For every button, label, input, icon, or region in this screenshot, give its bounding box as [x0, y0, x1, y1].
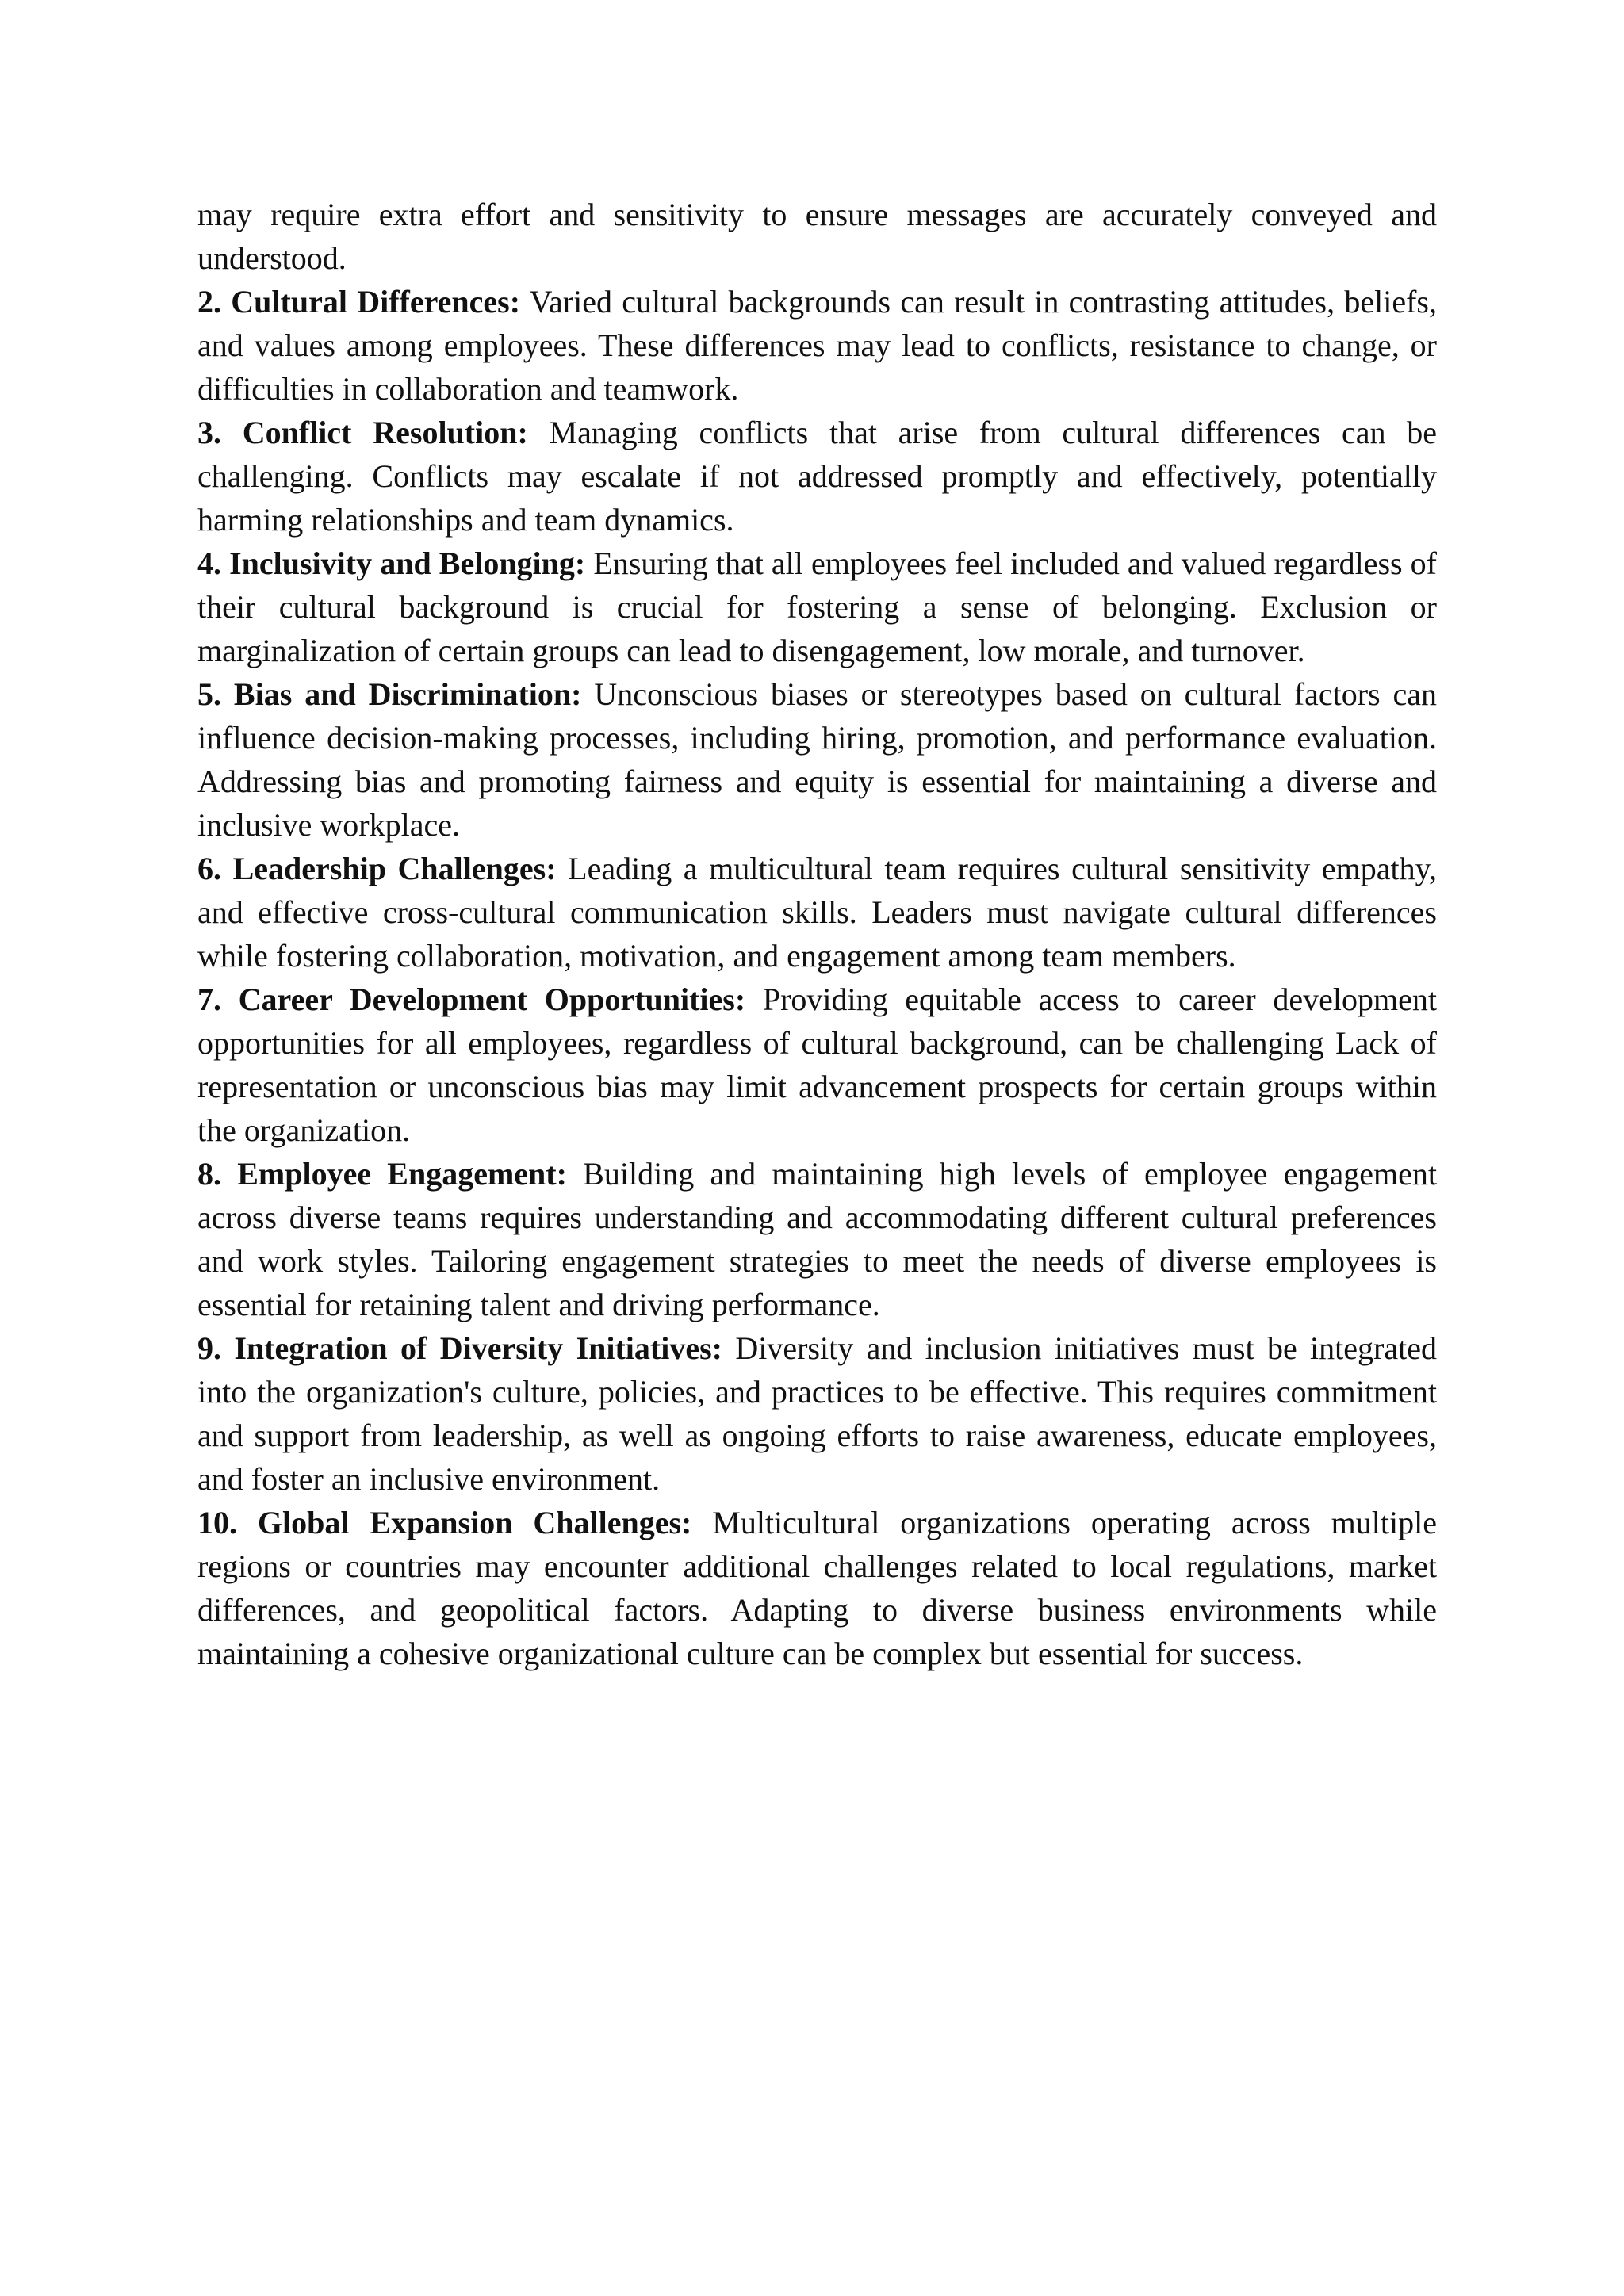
item-text: Providing equitable access to career development opportunities for all employees, regardless of cultural background, can be challenging Lack of representation or unconscious bias may limit advancement prospects for certain groups within the organization.	[197, 982, 1437, 1148]
item-term: 4. Inclusivity and Belonging:	[197, 545, 586, 581]
item-term: 10. Global Expansion Challenges:	[197, 1505, 692, 1540]
list-item-diversity-initiatives	[197, 1326, 1437, 1501]
item-term: 2. Cultural Differences:	[197, 284, 521, 320]
item-term: 6. Leadership Challenges:	[197, 851, 557, 886]
item-text: Diversity and inclusion initiatives must be integrated into the organization's culture, policies, and practices to be effective. This requires commitment and support from leadership, as well as ongoing efforts to raise awareness, educate employees, and foster an inclusive environment.	[197, 1330, 1437, 1497]
item-text: Building and maintaining high levels of employee engagement across diverse teams requires understanding and accommodating different cultural preferences and work styles. Tailoring engagement strategies to meet the needs of diverse employees is essential for retaining talent and driving performance.	[197, 1156, 1438, 1322]
intro-paragraph: may require extra effort and sensitivity to ensure messages are accurately conveyed and understood.	[197, 197, 1437, 276]
item-term: 7. Career Development Opportunities:	[197, 982, 746, 1017]
list-item-inclusivity-belonging	[197, 541, 1437, 672]
item-term: 9. Integration of Diversity Initiatives:	[197, 1330, 722, 1366]
list-item-conflict-resolution	[197, 411, 1437, 541]
list-item-employee-engagement	[197, 1152, 1437, 1326]
item-text: Multicultural organizations operating across multiple regions or countries may encounter additional challenges related to local regulations, market differences, and geopolitical factors. Adapting to diverse business environments while maintaining a cohesive organizational culture can be complex but essential for success.	[197, 1505, 1437, 1671]
item-text: Ensuring that all employees feel included and valued regardless of their cultural background is crucial for fostering a sense of belonging. Exclusion or marginalization of certain groups can lead to disengagement, low morale, and turnover.	[197, 545, 1437, 668]
list-item-bias-discrimination	[197, 672, 1437, 847]
list-item-career-development	[197, 978, 1437, 1152]
item-text: Varied cultural backgrounds can result in contrasting attitudes, beliefs, and values among employees. These differences may lead to conflicts, resistance to change, or difficulties in collaboration and teamwork.	[197, 284, 1438, 407]
item-text: Unconscious biases or stereotypes based on cultural factors can influence decision-making processes, including hiring, promotion, and performance evaluation. Addressing bias and promoting fairness and equity is essential for maintaining a diverse and inclusive workplace.	[197, 676, 1438, 843]
item-text: Managing conflicts that arise from cultural differences can be challenging. Conflicts may escalate if not addressed promptly and effectively, potentially harming relationships and team dynamics.	[197, 415, 1438, 538]
document-page	[197, 193, 1437, 1675]
item-term: 3. Conflict Resolution:	[197, 415, 528, 450]
list-item-global-expansion	[197, 1501, 1437, 1675]
list-item-leadership-challenges	[197, 847, 1437, 978]
list-item-cultural-differences	[197, 280, 1437, 411]
item-term: 8. Employee Engagement:	[197, 1156, 567, 1192]
item-text: Leading a multicultural team requires cultural sensitivity empathy, and effective cross-cultural communication skills. Leaders must navigate cultural differences while fostering collaboration, motivation, and engagement among team members.	[197, 851, 1438, 974]
item-term: 5. Bias and Discrimination:	[197, 676, 582, 712]
